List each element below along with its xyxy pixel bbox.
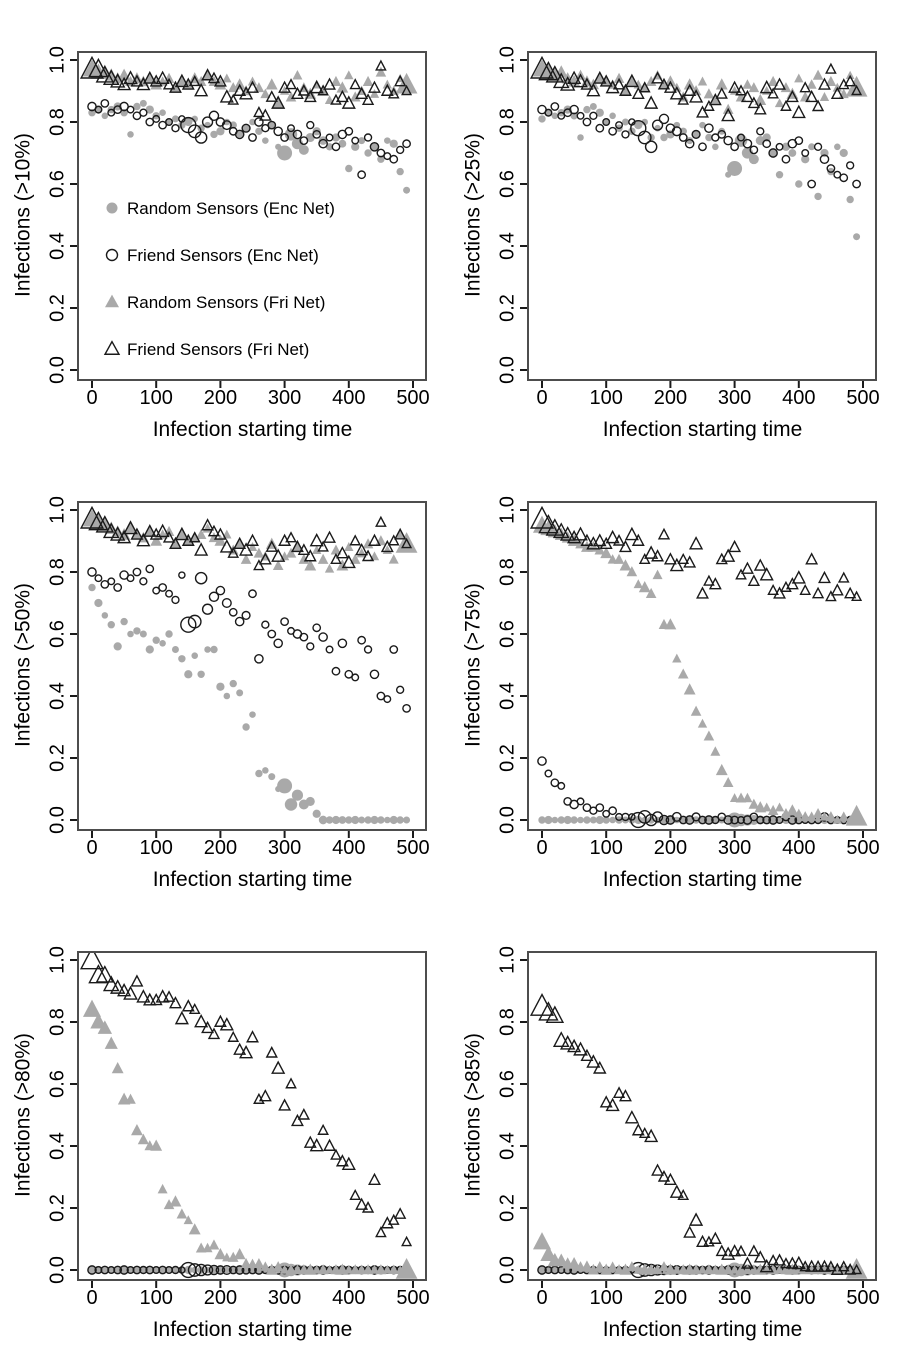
y-tick-label: 0.2 [46, 294, 69, 322]
x-tick-label: 400 [782, 387, 816, 409]
x-tick-label: 200 [203, 837, 238, 859]
y-axis-title: Infections (>50%) [11, 582, 35, 748]
legend-label: Friend Sensors (Fri Net) [127, 340, 310, 359]
data-point-gray-circle [609, 817, 616, 824]
x-tick-label: 400 [332, 387, 366, 409]
x-tick-label: 0 [86, 1287, 98, 1309]
data-point-gray-circle [140, 631, 147, 638]
data-point-gray-circle [351, 816, 359, 824]
data-point-gray-circle [814, 193, 821, 200]
x-axis-title: Infection starting time [152, 868, 353, 891]
data-point-gray-circle [159, 640, 166, 647]
scatter-panel-infections-gt85 [450, 900, 900, 1350]
chart-cell-gt80 [0, 900, 450, 1350]
data-point-gray-circle [583, 816, 590, 823]
data-point-gray-circle [216, 683, 224, 691]
scatter-panel-infections-gt75 [450, 450, 900, 900]
data-point-gray-circle [609, 113, 616, 120]
x-tick-label: 500 [846, 1287, 880, 1309]
data-point-gray-circle [727, 161, 742, 176]
data-point-gray-circle [358, 817, 365, 824]
data-point-gray-circle [544, 816, 552, 824]
chart-cell-gt10 [0, 0, 450, 450]
chart-cell-gt75 [450, 450, 900, 900]
data-point-gray-circle [299, 145, 309, 155]
x-tick-label: 100 [589, 1287, 623, 1309]
y-tick-label: 1.0 [496, 496, 519, 524]
x-tick-label: 400 [332, 837, 366, 859]
y-tick-label: 0.4 [496, 1132, 519, 1160]
y-tick-label: 0.6 [46, 170, 69, 198]
y-axis-title: Infections (>85%) [461, 1032, 485, 1198]
data-point-gray-circle [197, 671, 204, 678]
x-tick-label: 0 [536, 837, 548, 859]
y-tick-label: 0.4 [46, 1132, 69, 1160]
data-point-gray-circle [577, 817, 584, 824]
chart-cell-gt85 [450, 900, 900, 1350]
data-point-gray-circle [345, 165, 352, 172]
legend-item-friend-sensors-fri-net [105, 340, 309, 359]
legend-item-random-sensors-fri-net [105, 293, 325, 312]
y-tick-label: 1.0 [496, 46, 519, 74]
y-tick-label: 0.8 [496, 108, 519, 136]
y-tick-label: 0.4 [496, 682, 519, 710]
data-point-gray-circle [590, 103, 597, 110]
data-point-gray-circle [749, 154, 759, 164]
y-tick-label: 1.0 [46, 946, 69, 974]
x-tick-label: 200 [653, 1287, 688, 1309]
y-tick-label: 0.4 [46, 232, 69, 260]
legend-label: Friend Sensors (Enc Net) [127, 246, 319, 265]
data-point-gray-circle [184, 670, 192, 678]
y-tick-label: 0.0 [496, 1256, 519, 1284]
x-tick-label: 200 [203, 1287, 238, 1309]
data-point-gray-circle [127, 631, 134, 638]
y-tick-label: 0.8 [46, 108, 69, 136]
data-point-gray-circle [242, 723, 249, 730]
y-tick-label: 0.0 [496, 356, 519, 384]
x-tick-label: 300 [267, 387, 302, 409]
data-point-gray-circle [577, 134, 584, 141]
y-tick-label: 0.6 [496, 1070, 519, 1098]
y-tick-label: 0.2 [46, 1194, 69, 1222]
data-point-gray-circle [795, 180, 802, 187]
data-point-gray-circle [127, 131, 134, 138]
data-point-gray-circle [840, 149, 848, 157]
data-point-gray-circle [255, 770, 262, 777]
scatter-panel-infections-gt10 [0, 0, 450, 450]
data-point-gray-circle [191, 652, 198, 659]
data-point-gray-circle [236, 689, 243, 696]
chart-cell-gt50 [0, 450, 450, 900]
data-point-gray-circle [268, 773, 275, 780]
data-point-gray-circle [570, 816, 577, 823]
data-point-gray-circle [846, 196, 853, 203]
data-point-gray-circle [120, 618, 127, 625]
x-tick-label: 500 [396, 1287, 430, 1309]
data-point-gray-circle [552, 113, 559, 120]
y-tick-label: 0.8 [46, 558, 69, 586]
y-tick-label: 0.0 [496, 806, 519, 834]
x-tick-label: 0 [86, 837, 98, 859]
data-point-gray-circle [172, 646, 179, 653]
data-point-gray-circle [94, 599, 102, 607]
data-point-gray-circle [178, 655, 185, 662]
data-point-gray-circle [396, 168, 403, 175]
x-tick-label: 300 [717, 387, 752, 409]
data-point-gray-circle [146, 645, 154, 653]
y-tick-label: 0.2 [496, 1194, 519, 1222]
scatter-panel-infections-gt80 [0, 900, 450, 1350]
x-tick-label: 500 [846, 837, 880, 859]
data-point-gray-circle [210, 646, 217, 653]
x-tick-label: 0 [536, 387, 548, 409]
data-point-gray-circle [306, 797, 315, 806]
legend-item-friend-sensors-enc-net [107, 246, 319, 265]
x-tick-label: 0 [536, 1287, 548, 1309]
data-point-gray-circle [133, 627, 140, 634]
data-point-gray-circle [88, 584, 95, 591]
data-point-gray-circle [403, 187, 410, 194]
x-tick-label: 300 [717, 1287, 752, 1309]
data-point-gray-circle [538, 115, 545, 122]
x-tick-label: 100 [139, 387, 173, 409]
data-point-gray-circle [153, 637, 160, 644]
y-axis-title: Infections (>80%) [11, 1032, 35, 1198]
data-point-gray-circle [108, 621, 115, 628]
data-point-gray-circle [384, 137, 391, 144]
x-tick-label: 300 [267, 1287, 302, 1309]
y-tick-label: 0.2 [496, 744, 519, 772]
chart-cell-gt25 [450, 0, 900, 450]
y-tick-label: 0.0 [46, 806, 69, 834]
data-point-gray-circle [384, 817, 391, 824]
data-point-gray-circle [292, 790, 303, 801]
data-point-gray-circle [172, 115, 179, 122]
y-tick-label: 0.8 [496, 558, 519, 586]
data-point-gray-circle [249, 711, 256, 718]
data-point-gray-circle [364, 149, 371, 156]
data-point-gray-circle [390, 140, 398, 148]
y-tick-label: 0.6 [46, 1070, 69, 1098]
x-tick-label: 400 [332, 1287, 366, 1309]
x-tick-label: 100 [589, 837, 623, 859]
data-point-gray-circle [396, 816, 403, 823]
data-point-gray-circle [159, 109, 166, 116]
y-tick-label: 1.0 [46, 496, 69, 524]
y-tick-label: 0.2 [496, 294, 519, 322]
x-tick-label: 100 [139, 1287, 173, 1309]
scatter-panel-infections-gt25 [450, 0, 900, 450]
y-axis-title: Infections (>75%) [461, 582, 485, 748]
scatter-panel-infections-gt50 [0, 450, 450, 900]
x-tick-label: 300 [267, 837, 302, 859]
x-tick-label: 100 [589, 387, 623, 409]
x-axis-title: Infection starting time [602, 868, 803, 891]
x-axis-title: Infection starting time [602, 418, 803, 441]
x-tick-label: 300 [717, 837, 752, 859]
y-tick-label: 0.6 [46, 620, 69, 648]
x-tick-label: 500 [396, 387, 430, 409]
data-point-gray-circle [224, 693, 231, 700]
x-tick-label: 400 [782, 1287, 816, 1309]
data-point-gray-circle [776, 171, 783, 178]
y-tick-label: 0.6 [496, 170, 519, 198]
data-point-gray-circle [262, 137, 269, 144]
data-point-gray-circle [102, 612, 109, 619]
x-tick-label: 200 [203, 387, 238, 409]
y-tick-label: 0.8 [496, 1008, 519, 1036]
y-tick-label: 0.4 [46, 682, 69, 710]
data-point-gray-circle [165, 630, 172, 637]
y-tick-label: 1.0 [46, 46, 69, 74]
legend-gray-circle-icon [107, 203, 118, 214]
y-axis-title: Infections (>10%) [11, 132, 35, 298]
data-point-gray-circle [834, 144, 841, 151]
data-point-gray-circle [230, 680, 237, 687]
x-axis-title: Infection starting time [602, 1318, 803, 1341]
y-tick-label: 0.2 [46, 744, 69, 772]
x-tick-label: 500 [396, 837, 430, 859]
x-tick-label: 100 [139, 837, 173, 859]
data-point-gray-circle [313, 810, 321, 818]
data-point-gray-circle [853, 233, 860, 240]
y-axis-title: Infections (>25%) [461, 132, 485, 298]
data-point-gray-circle [622, 119, 629, 126]
data-point-gray-circle [140, 100, 147, 107]
data-point-gray-circle [204, 646, 211, 653]
data-point-gray-circle [277, 778, 292, 793]
y-tick-label: 0.0 [46, 356, 69, 384]
y-tick-label: 0.8 [46, 1008, 69, 1036]
data-point-gray-circle [403, 817, 410, 824]
y-tick-label: 0.4 [496, 232, 519, 260]
data-point-gray-circle [552, 817, 559, 824]
data-point-gray-circle [102, 113, 109, 120]
legend-label: Random Sensors (Enc Net) [127, 199, 335, 218]
y-tick-label: 1.0 [496, 946, 519, 974]
x-tick-label: 500 [846, 387, 880, 409]
x-tick-label: 200 [653, 387, 688, 409]
data-point-gray-circle [277, 146, 292, 161]
data-point-gray-circle [583, 106, 590, 113]
y-tick-label: 0.6 [496, 620, 519, 648]
data-point-gray-circle [712, 144, 719, 151]
legend-label: Random Sensors (Fri Net) [127, 293, 326, 312]
data-point-gray-circle [262, 767, 269, 774]
x-axis-title: Infection starting time [152, 418, 353, 441]
y-tick-label: 0.0 [46, 1256, 69, 1284]
data-point-gray-circle [377, 816, 384, 823]
legend-item-random-sensors-enc-net [107, 199, 335, 218]
data-point-gray-circle [788, 149, 796, 157]
x-tick-label: 0 [86, 387, 98, 409]
data-point-gray-circle [114, 642, 122, 650]
x-tick-label: 400 [782, 837, 816, 859]
x-axis-title: Infection starting time [152, 1318, 353, 1341]
x-tick-label: 200 [653, 837, 688, 859]
